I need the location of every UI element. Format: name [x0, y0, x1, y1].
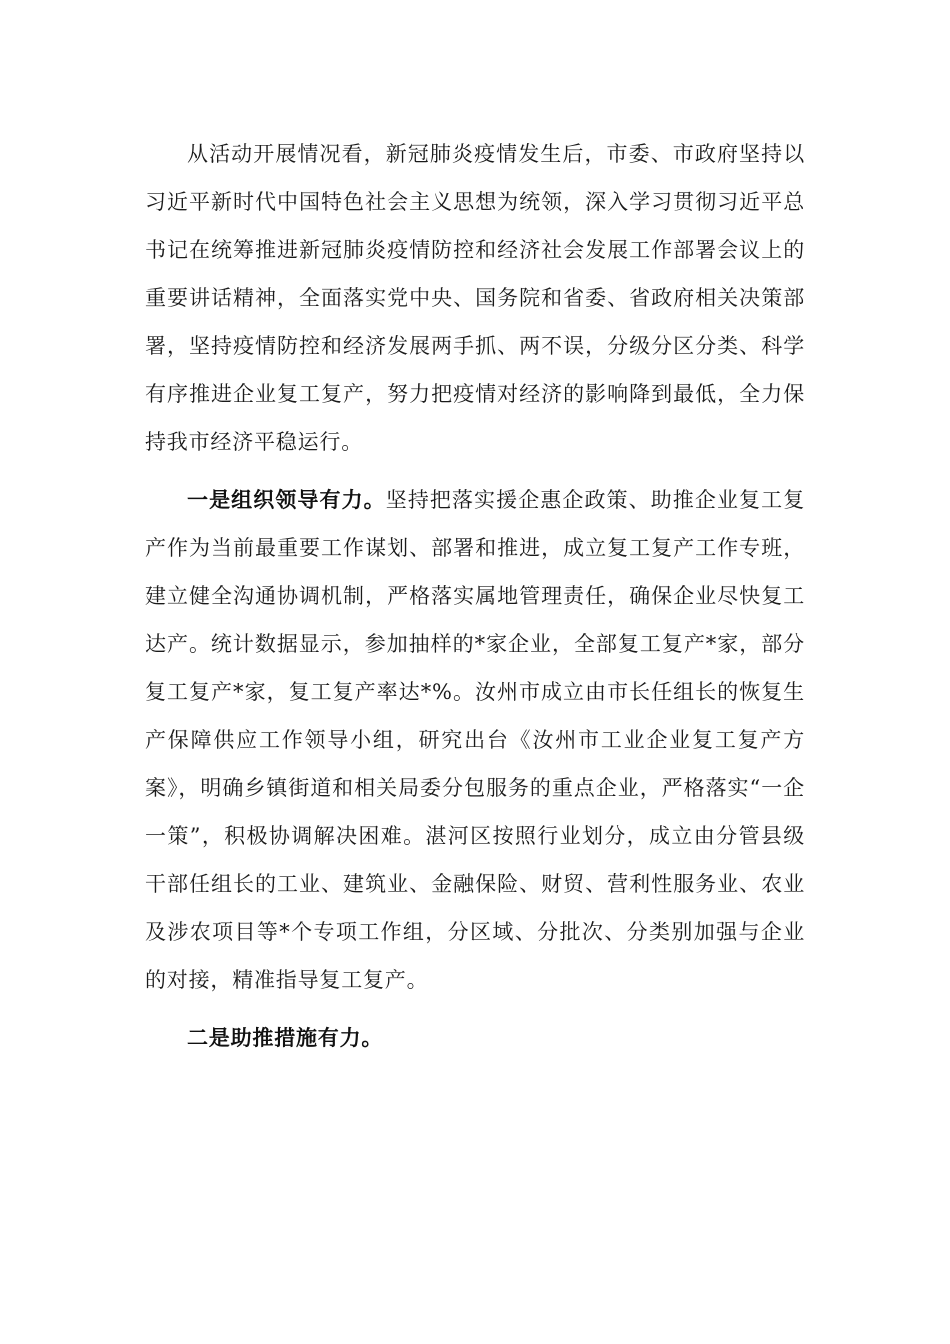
paragraph-measures [145, 1014, 805, 1062]
paragraph-organization [145, 476, 805, 1004]
paragraph-organization-text: 坚持把落实援企惠企政策、助推企业复工复产作为当前最重要工作谋划、部署和推进，成立复工复产工作专班，建立健全沟通协调机制，严格落实属地管理责任，确保企业尽快复工达产。统计数据显示，参加抽样的*家企业，全部复工复产*家，部分复工复产*家，复工复产率达*%。汝州市成立由市长任组长的恢复生产保障供应工作领导小组，研究出台《汝州市工业企业复工复产方案》，明确乡镇街道和相关局委分包服务的重点企业，严格落实“一企一策”，积极协调解决困难。湛河区按照行业划分，成立由分管县级干部任组长的工业、建筑业、金融保险、财贸、营利性服务业、农业及涉农项目等*个专项工作组，分区域、分批次、分类别加强与企业的对接，精准指导复工复产。 [145, 488, 805, 992]
paragraph-organization-heading: 一是组织领导有力。 [187, 488, 386, 512]
paragraph-overview-text: 从活动开展情况看，新冠肺炎疫情发生后，市委、市政府坚持以习近平新时代中国特色社会主义思想为统领，深入学习贯彻习近平总书记在统筹推进新冠肺炎疫情防控和经济社会发展工作部署会议上的重要讲话精神，全面落实党中央、国务院和省委、省政府相关决策部署，坚持疫情防控和经济发展两手抓、两不误，分级分区分类、科学有序推进企业复工复产，努力把疫情对经济的影响降到最低，全力保持我市经济平稳运行。 [145, 142, 805, 454]
document-body [145, 130, 805, 1062]
paragraph-measures-heading: 二是助推措施有力。 [187, 1026, 384, 1050]
paragraph-overview [145, 130, 805, 466]
